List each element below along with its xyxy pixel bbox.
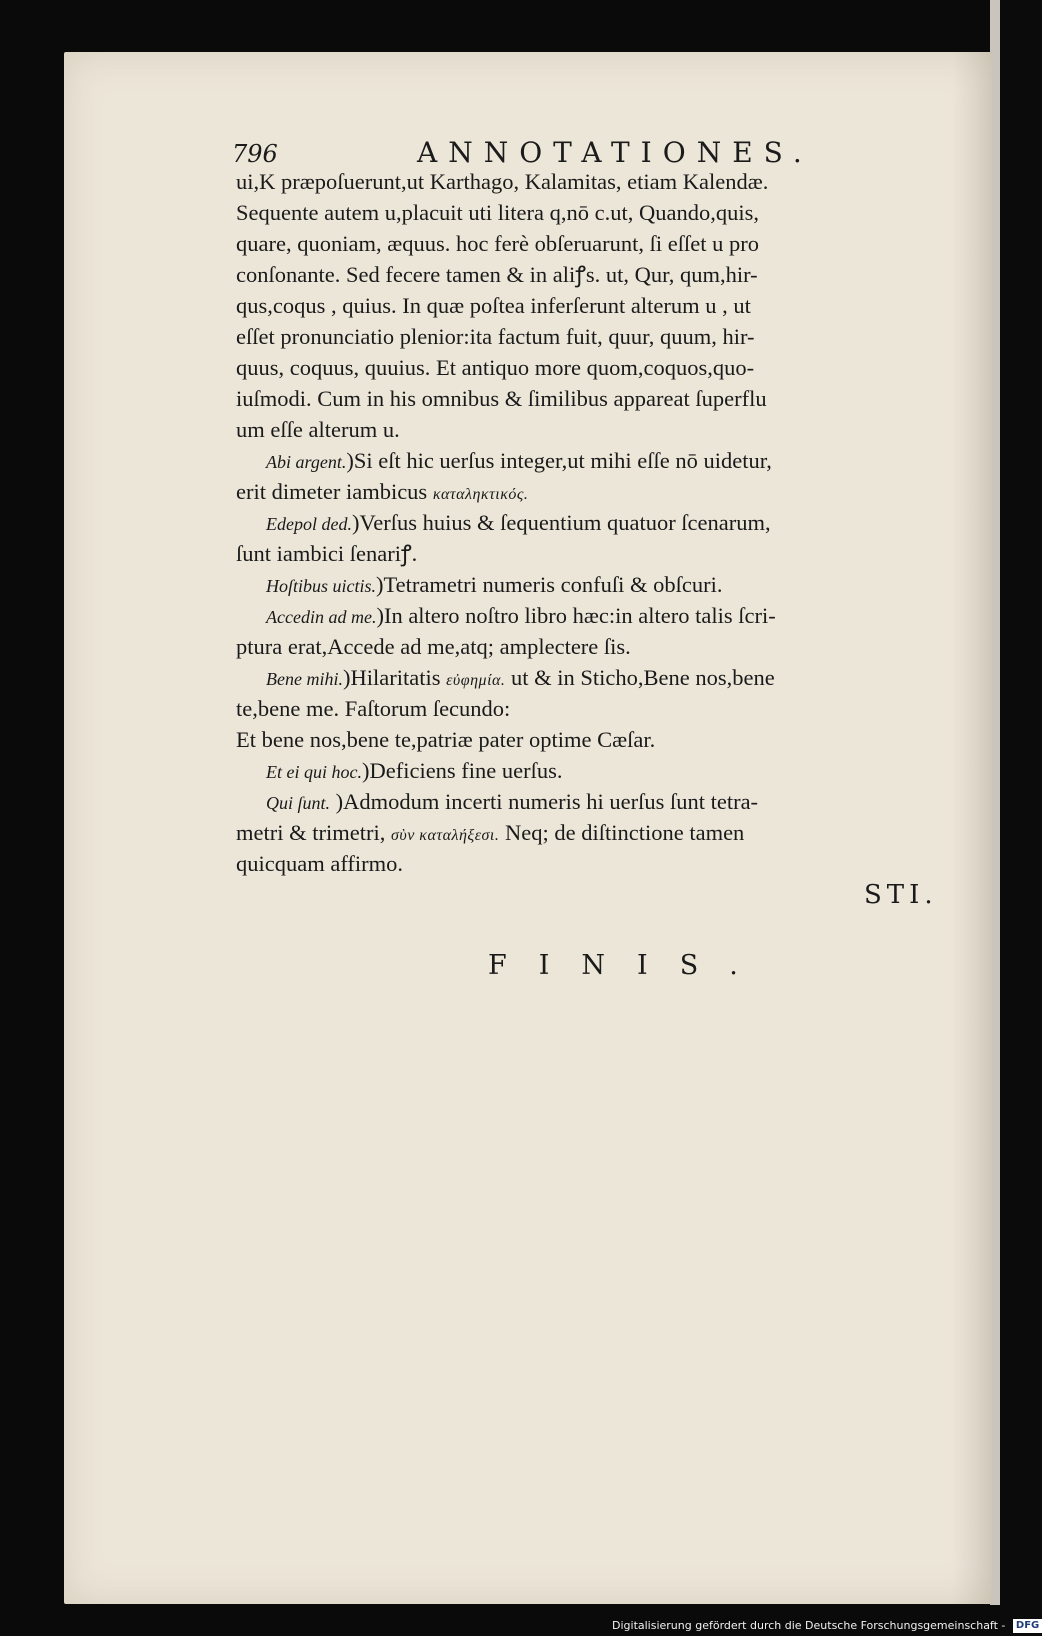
text-line [236, 569, 936, 600]
text-line [236, 755, 936, 786]
lemma-reference: Et ei qui hoc. [266, 762, 362, 782]
line-text: ſunt iambici ſenariꝭ. [236, 541, 418, 566]
line-text: )Si eſt hic uerſus integer,ut mihi eſſe nō uidetur, [346, 448, 772, 473]
page-header [232, 136, 932, 170]
line-text: ut & in Sticho,Bene nos,bene [505, 665, 775, 690]
greek-term: καταληκτικός. [432, 486, 529, 503]
line-text: )Hilaritatis [342, 665, 447, 690]
line-text: Sequente autem u,placuit uti litera q,nō c.ut, Quando,quis, [236, 200, 760, 225]
text-line [236, 228, 936, 259]
line-text: qus,coqus , quius. In quæ poſtea inferſerunt alterum u , ut [236, 293, 751, 318]
line-text: quus, coquus, quuius. Et antiquo more quom,coquos,quo- [236, 355, 755, 380]
footer-credit-text: Digitalisierung gefördert durch die Deutsche Forschungsgemeinschaft - [612, 1619, 1006, 1632]
lemma-reference: Abi argent. [266, 452, 347, 472]
text-line [236, 197, 936, 228]
line-text: erit dimeter iambicus [236, 479, 433, 504]
line-text: metri & trimetri, [236, 820, 391, 845]
text-line [236, 445, 936, 476]
footer-credit [612, 1616, 1042, 1636]
text-line [236, 538, 936, 569]
text-line [236, 476, 936, 507]
lemma-reference: Bene mihi. [266, 669, 343, 689]
catchword: STI. [864, 880, 938, 910]
text-line [236, 662, 936, 693]
line-text: )Tetrametri numeris confuſi & obſcuri. [376, 572, 723, 597]
text-line [236, 817, 936, 848]
text-line [236, 724, 936, 755]
text-line [236, 290, 936, 321]
line-text: )Verſus huius & ſequentium quatuor ſcenarum, [351, 510, 771, 535]
line-text: Neq; de diſtinctione tamen [499, 820, 745, 845]
text-line [236, 383, 936, 414]
line-text: ui,K præpoſuerunt,ut Karthago, Kalamitas, etiam Kalendæ. [236, 169, 769, 194]
text-line [236, 786, 936, 817]
page-number: 796 [232, 140, 278, 168]
line-text: te,bene me. Faſtorum ſecundo: [236, 696, 511, 721]
text-line [236, 166, 936, 197]
line-text: quare, quoniam, æquus. hoc ferè obſeruarunt, ſi eſſet u pro [236, 231, 759, 256]
finis-label: FINIS. [488, 950, 770, 981]
line-text: )Admodum incerti numeris hi uerſus ſunt tetra- [330, 789, 759, 814]
greek-term: εὐφημία. [446, 672, 506, 689]
text-line [236, 321, 936, 352]
text-line [236, 693, 936, 724]
lemma-reference: Qui ſunt. [266, 793, 331, 813]
line-text: Et bene nos,bene te,patriæ pater optime Cæſar. [236, 727, 656, 752]
lemma-reference: Hoſtibus uictis. [266, 576, 377, 596]
text-line [236, 507, 936, 538]
line-text: um eſſe alterum u. [236, 417, 400, 442]
text-line [236, 631, 936, 662]
line-text: ptura erat,Accede ad me,atq; amplectere ſis. [236, 634, 631, 659]
line-text: )Deficiens fine uerſus. [361, 758, 563, 783]
line-text: quicquam affirmo. [236, 851, 404, 876]
running-head: ANNOTATIONES. [417, 136, 813, 169]
text-line [236, 259, 936, 290]
lemma-reference: Accedin ad me. [266, 607, 377, 627]
text-line [236, 848, 936, 879]
dfg-logo: DFG [1013, 1619, 1042, 1633]
line-text: iuſmodi. Cum in his omnibus & ſimilibus appareat ſuperflu [236, 386, 767, 411]
greek-term: σὺν καταλήξεσι. [390, 827, 500, 844]
line-text: )In altero noſtro libro hæc:in altero talis ſcri- [376, 603, 776, 628]
text-line [236, 414, 936, 445]
text-line [236, 600, 936, 631]
lemma-reference: Edepol ded. [266, 514, 352, 534]
line-text: conſonante. Sed fecere tamen & in aliꝭs. ut, Qur, qum,hir- [236, 262, 758, 287]
annotation-text [236, 166, 936, 879]
line-text: eſſet pronunciatio plenior:ita factum fuit, quur, quum, hir- [236, 324, 755, 349]
text-line [236, 352, 936, 383]
